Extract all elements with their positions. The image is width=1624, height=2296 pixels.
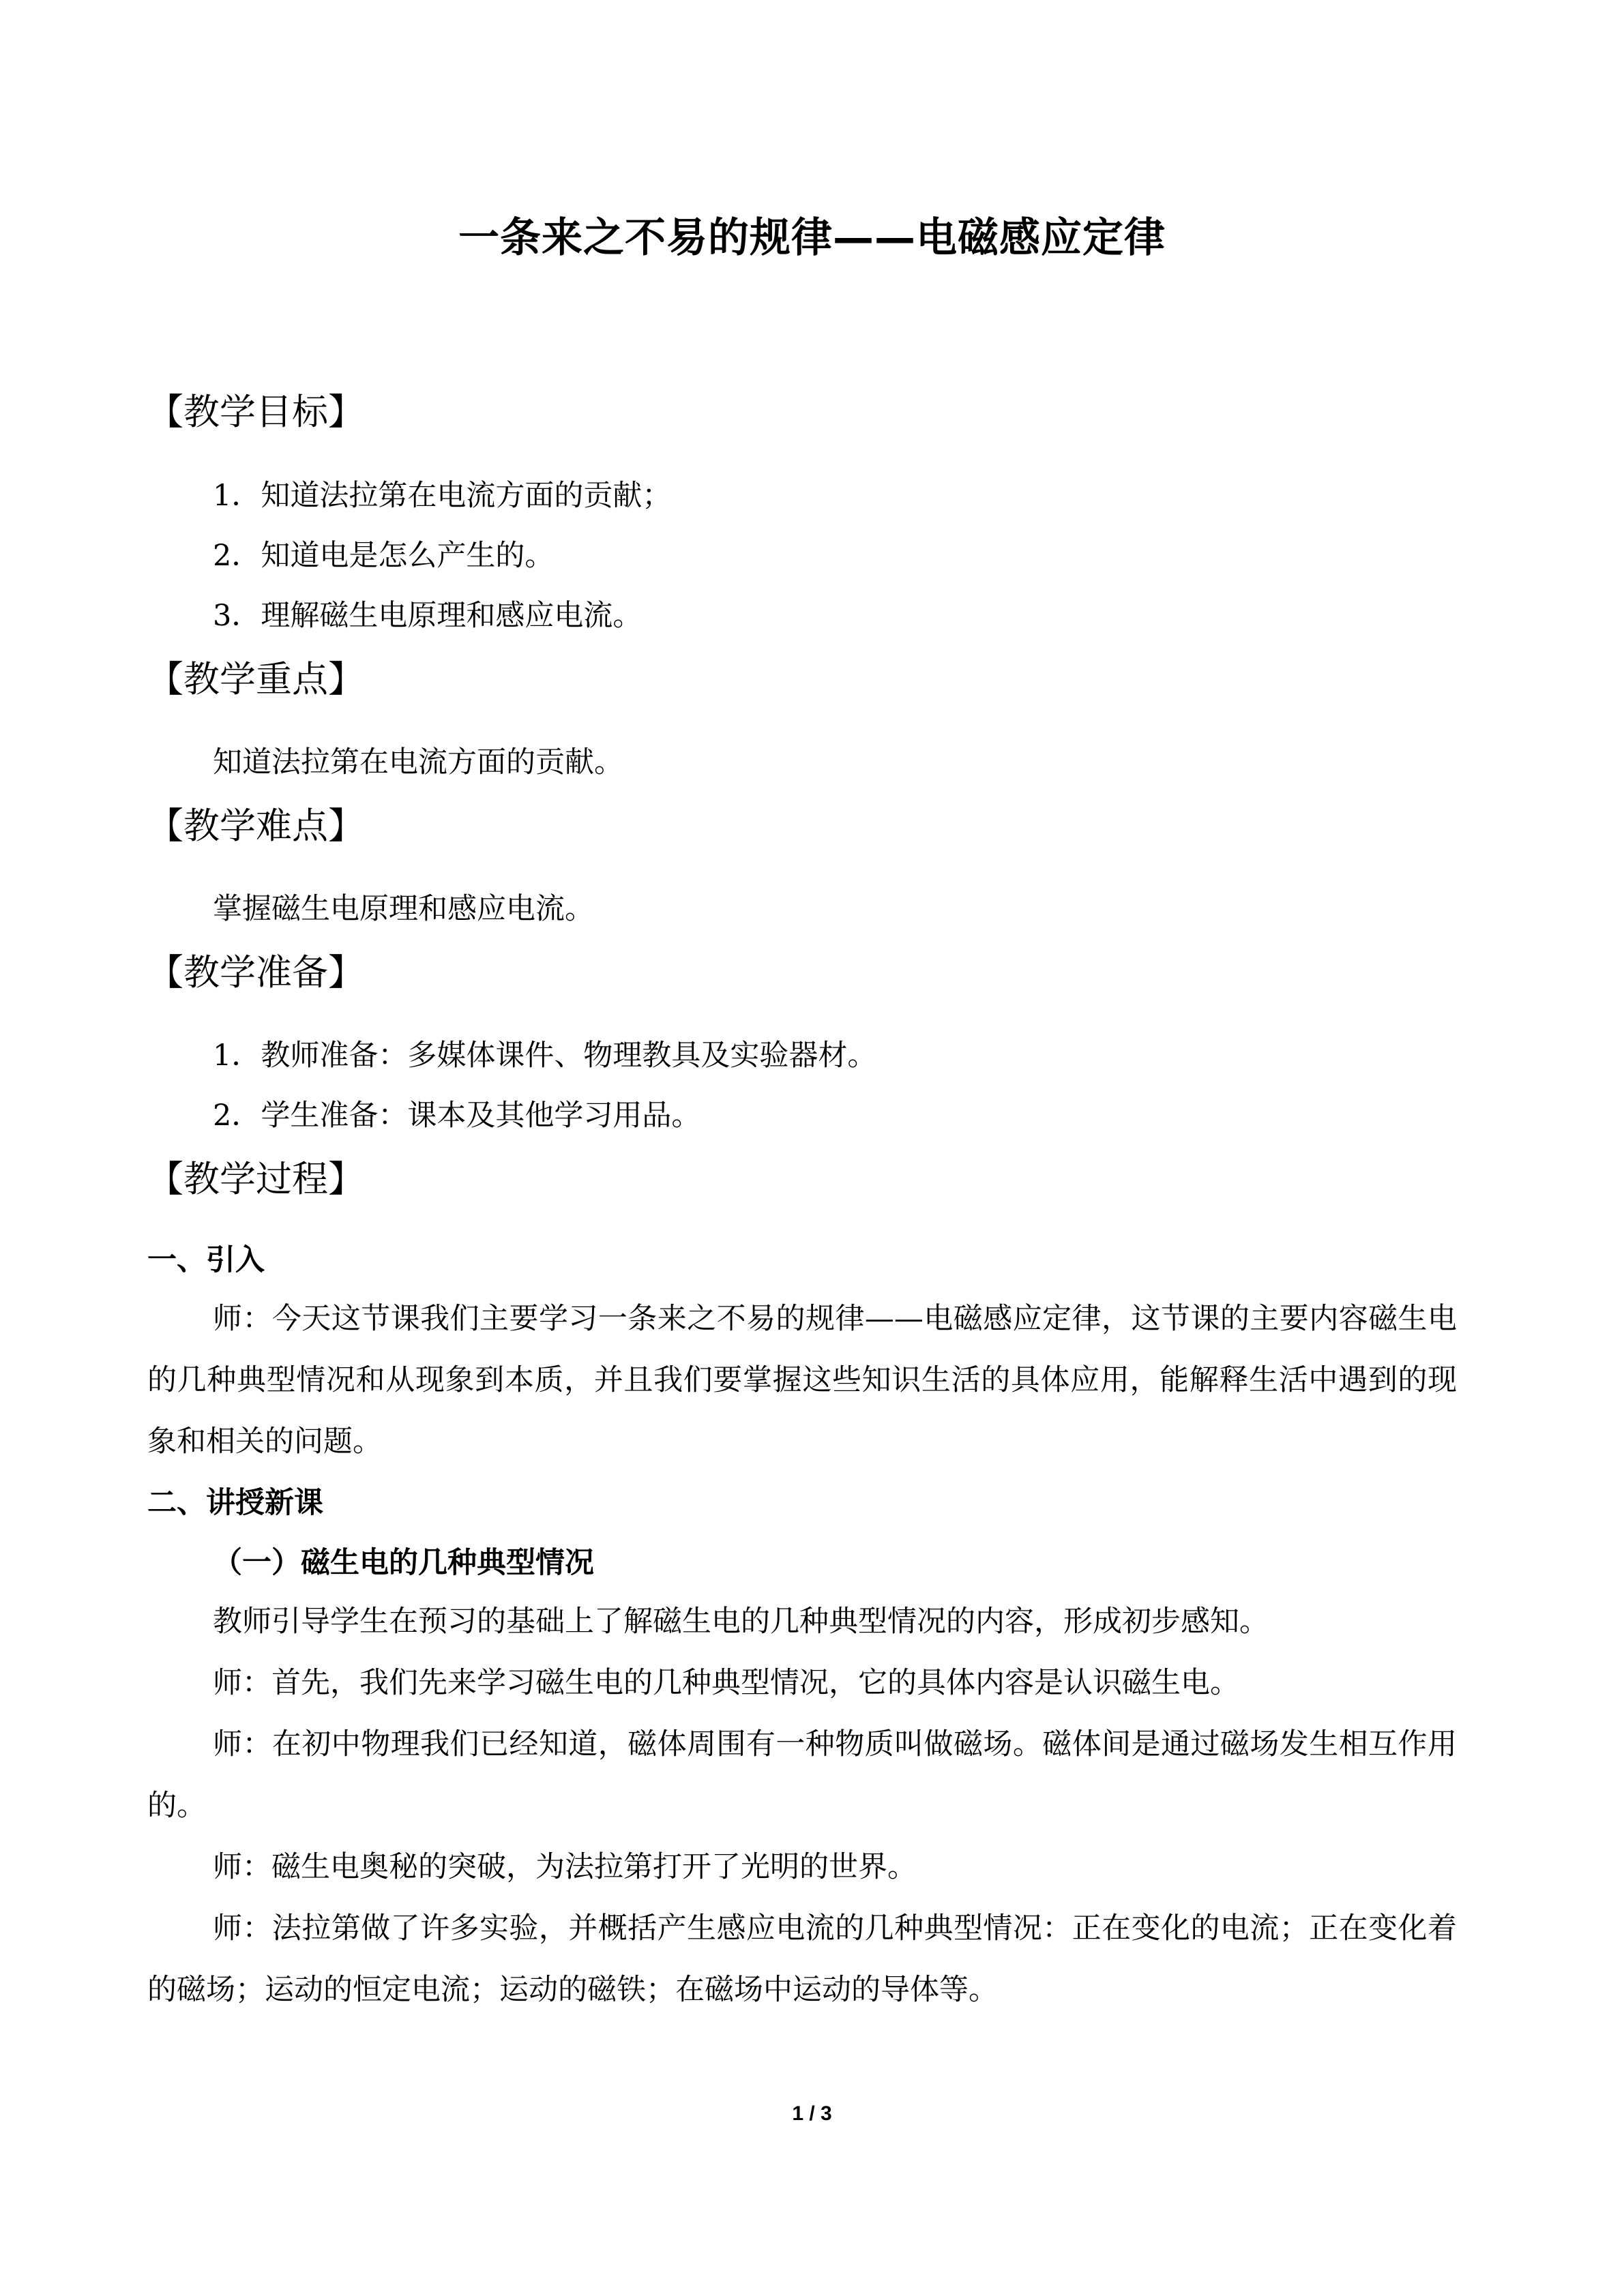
paragraph-2: 师：首先，我们先来学习磁生电的几种典型情况，它的具体内容是认识磁生电。 bbox=[213, 1666, 1239, 1700]
goal-item-3: 3．理解磁生电原理和感应电流。 bbox=[213, 599, 643, 633]
preparation-item-1: 1．教师准备：多媒体课件、物理教具及实验器材。 bbox=[213, 1039, 877, 1073]
page-indicator: 1 / 3 bbox=[792, 2102, 832, 2125]
difficulties-text: 掌握磁生电原理和感应电流。 bbox=[213, 892, 594, 926]
heading-difficulties: 【教学难点】 bbox=[147, 805, 364, 847]
paragraph-3: 师：在初中物理我们已经知道，磁体周围有一种物质叫做磁场。磁体间是通过磁场发生相互作用的。 bbox=[147, 1727, 1457, 1823]
preparation-item-2: 2．学生准备：课本及其他学习用品。 bbox=[213, 1099, 701, 1133]
document-title: 一条来之不易的规律——电磁感应定律 bbox=[458, 214, 1166, 262]
heading-preparation: 【教学准备】 bbox=[147, 952, 364, 994]
paragraph-4: 师：磁生电奥秘的突破，为法拉第打开了光明的世界。 bbox=[213, 1850, 917, 1884]
part1-title: 一、引入 bbox=[147, 1243, 265, 1277]
subsection1-title: （一）磁生电的几种典型情况 bbox=[213, 1546, 594, 1580]
goal-item-2: 2．知道电是怎么产生的。 bbox=[213, 539, 555, 573]
heading-process: 【教学过程】 bbox=[147, 1159, 364, 1200]
goal-item-1: 1．知道法拉第在电流方面的贡献； bbox=[213, 479, 672, 513]
key-points-text: 知道法拉第在电流方面的贡献。 bbox=[213, 745, 623, 779]
part1-paragraph: 师：今天这节课我们主要学习一条来之不易的规律——电磁感应定律，这节课的主要内容磁生电的几种典型情况和从现象到本质，并且我们要掌握这些知识生活的具体应用，能解释生活中遇到的现象和相关的问题。 bbox=[147, 1302, 1457, 1459]
heading-key-points: 【教学重点】 bbox=[147, 659, 364, 700]
paragraph-1: 教师引导学生在预习的基础上了解磁生电的几种典型情况的内容，形成初步感知。 bbox=[213, 1605, 1269, 1639]
paragraph-5: 师：法拉第做了许多实验，并概括产生感应电流的几种典型情况：正在变化的电流；正在变化着的磁场；运动的恒定电流；运动的磁铁；在磁场中运动的导体等。 bbox=[147, 1911, 1457, 2007]
heading-teaching-goals: 【教学目标】 bbox=[147, 391, 364, 433]
part2-title: 二、讲授新课 bbox=[147, 1486, 323, 1520]
